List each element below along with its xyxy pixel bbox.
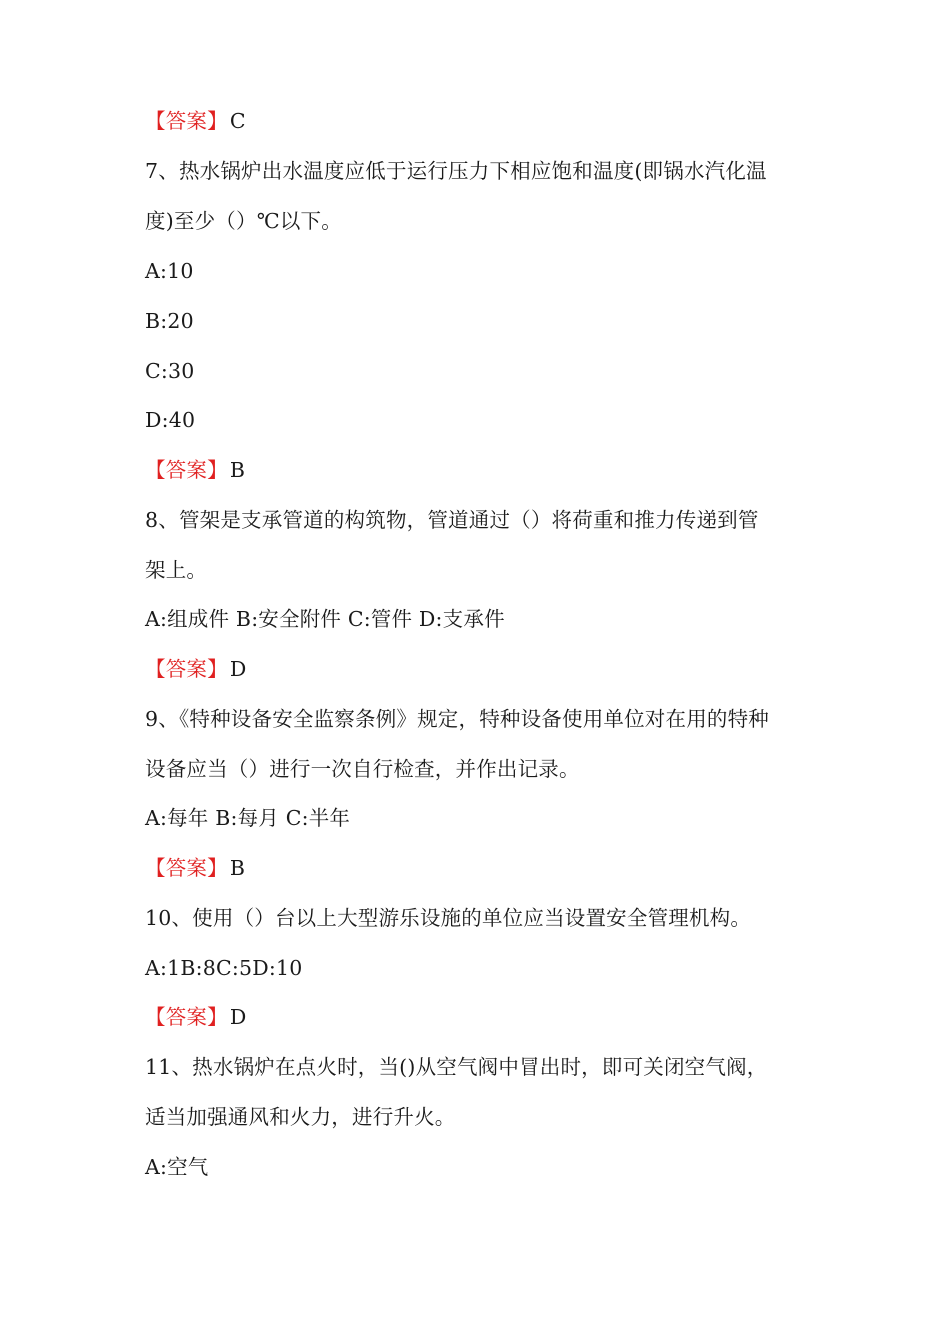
question-7-option-d: D:40 [145, 408, 196, 432]
answer-label: 【答案】 [145, 458, 228, 482]
question-8-options: A:组成件 B:安全附件 C:管件 D:支承件 [145, 607, 505, 631]
question-10-options: A:1B:8C:5D:10 [145, 956, 303, 980]
question-11-option-a: A:空气 [145, 1155, 209, 1179]
answer-value: B [229, 856, 246, 880]
answer-label: 【答案】 [145, 109, 228, 133]
answer-q8 [145, 654, 825, 684]
question-7-line-2: 度)至少（）℃以下。 [145, 209, 342, 233]
answer-q7 [145, 455, 825, 485]
question-7-option-b: B:20 [145, 309, 194, 333]
answer-value: D [229, 657, 247, 681]
answer-label: 【答案】 [145, 1005, 228, 1029]
question-8-line-2: 架上。 [145, 558, 208, 582]
answer-q6 [145, 106, 825, 136]
question-11-line-1: 11、热水锅炉在点火时，当()从空气阀中冒出时，即可关闭空气阀， [145, 1055, 768, 1079]
question-10-line-1: 10、使用（）台以上大型游乐设施的单位应当设置安全管理机构。 [145, 906, 752, 930]
answer-label: 【答案】 [145, 657, 228, 681]
question-9-line-1: 9、《特种设备安全监察条例》规定，特种设备使用单位对在用的特种 [145, 707, 769, 731]
question-7-option-c: C:30 [145, 359, 195, 383]
answer-value: D [229, 1005, 247, 1029]
question-11-line-2: 适当加强通风和火力，进行升火。 [145, 1105, 456, 1129]
answer-value: B [229, 458, 246, 482]
answer-q10 [145, 1002, 825, 1032]
question-7-line-1: 7、热水锅炉出水温度应低于运行压力下相应饱和温度(即锅水汽化温 [145, 159, 767, 183]
answer-q9 [145, 853, 825, 883]
question-7-option-a: A:10 [145, 259, 194, 283]
question-8-line-1: 8、管架是支承管道的构筑物，管道通过（）将荷重和推力传递到管 [145, 508, 759, 532]
question-9-options: A:每年 B:每月 C:半年 [145, 806, 351, 830]
answer-value: C [229, 109, 246, 133]
answer-label: 【答案】 [145, 856, 228, 880]
question-9-line-2: 设备应当（）进行一次自行检查，并作出记录。 [145, 757, 580, 781]
